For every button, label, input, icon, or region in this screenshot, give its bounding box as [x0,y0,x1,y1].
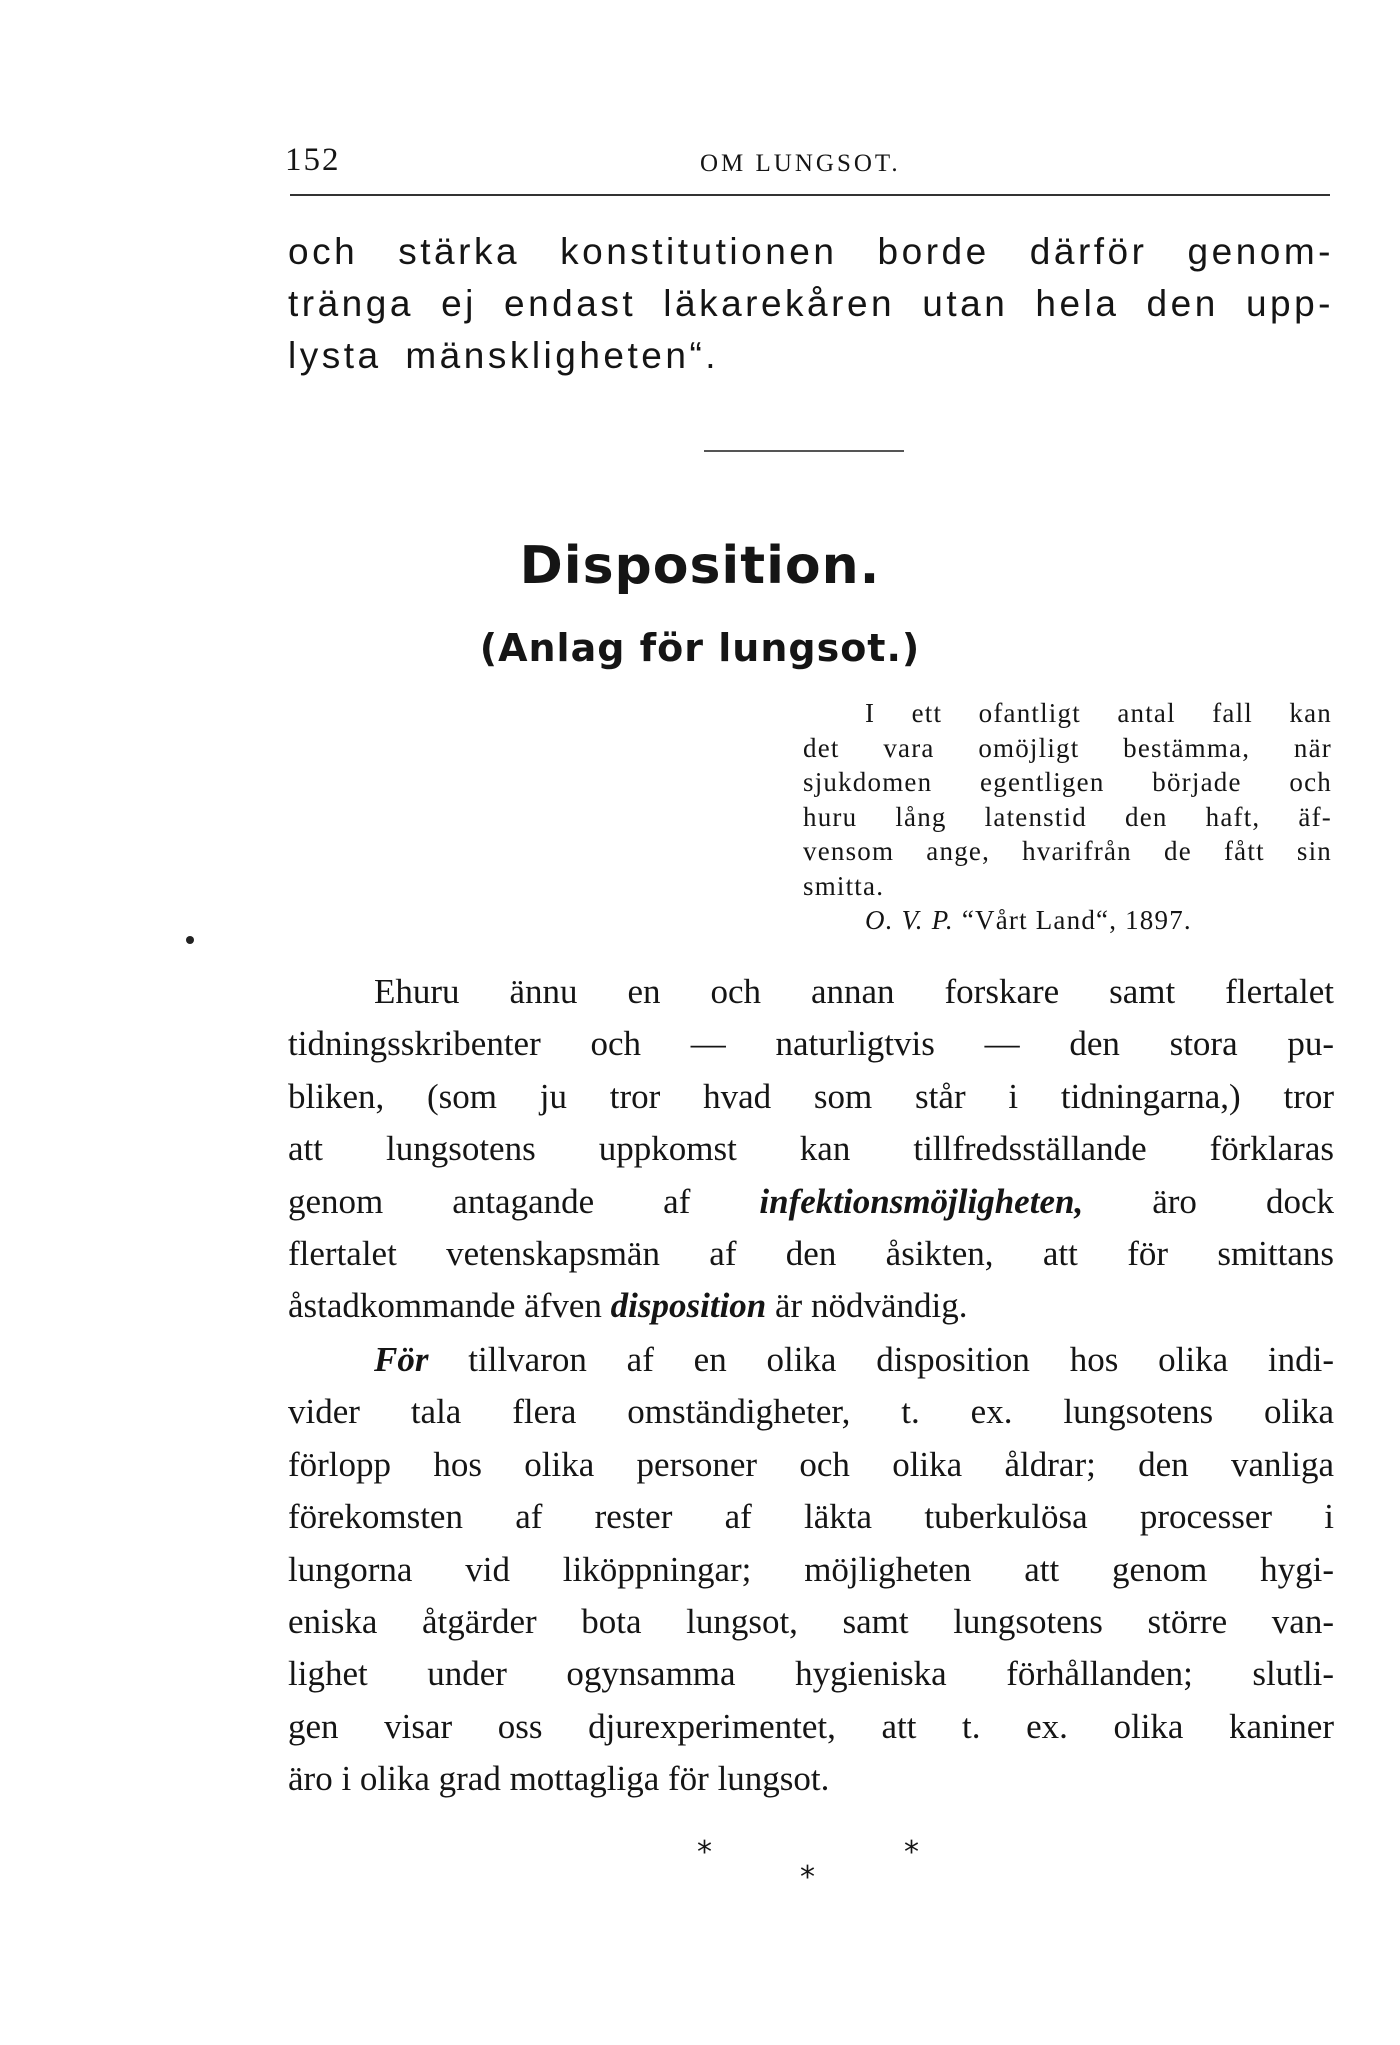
page-number: 152 [285,142,341,178]
text-segment: tillvaron af en olika disposition hos olika indi- [468,1340,1335,1379]
emphasized-term: infektionsmöjligheten, [759,1181,1084,1221]
epigraph [803,696,1332,938]
print-speck [186,936,194,944]
text-line: lungorna vid liköppningar; möjligheten att genom hygi- [288,1549,1334,1589]
text-line: eniska åtgärder bota lungsot, samt lungsotens större van- [288,1602,1334,1642]
text-line: vider tala flera omständigheter, t. ex. lungsotens olika [288,1392,1334,1432]
epigraph-line: I ett ofantligt antal fall kan [865,698,1332,728]
text-line [288,1176,1334,1228]
attribution-source: “Vårt Land“, 1897. [961,905,1192,935]
asterism-star: * [800,1860,815,1895]
section-subtitle: (Anlag för lungsot.) [479,626,921,670]
epigraph-line: vensom ange, hvarifrån de fått sin [803,836,1332,866]
epigraph-line: det vara omöjligt bestämma, när [803,732,1332,763]
text-segment: genom antagande af [288,1181,691,1221]
section-title: Disposition. [519,536,881,596]
paragraph-2 [288,1334,1334,1806]
epigraph-line: smitta. [803,870,885,901]
text-line: bliken, (som ju tror hvad som står i tidningarna,) tror [288,1076,1334,1116]
text-line: tränga ej endast läkarekåren utan hela den upp- [288,283,1334,324]
epigraph-line: sjukdomen egentligen började och [803,767,1332,797]
opening-paragraph [288,226,1334,382]
section-divider [704,450,904,452]
text-line: förlopp hos olika personer och olika åldrar; den vanliga [288,1444,1334,1484]
attribution-author: O. V. P. [865,905,954,935]
text-line: gen visar oss djurexperimentet, att t. ex. olika kaniner [288,1706,1334,1746]
emphasized-term: disposition [610,1286,767,1326]
header-rule [290,194,1330,196]
text-segment: är nödvändig. [775,1286,968,1326]
text-line: lighet under ogynsamma hygieniska förhållanden; slutli- [288,1654,1334,1694]
text-line [288,1280,1334,1332]
asterism-star: * [904,1835,919,1870]
text-line: Ehuru ännu en och annan forskare samt flertalet [374,972,1334,1011]
epigraph-line: huru lång latenstid den haft, äf- [803,801,1332,832]
text-segment: åstadkommande äfven [288,1286,602,1326]
text-line: att lungsotens uppkomst kan tillfredsställande förklaras [288,1129,1334,1169]
text-segment: äro dock [1152,1181,1334,1221]
epigraph-attribution [803,903,1332,938]
paragraph-1 [288,966,1334,1333]
text-line: och stärka konstitutionen borde därför genom- [288,231,1334,272]
asterism-star: * [697,1835,712,1870]
running-title: OM LUNGSOT. [700,150,901,177]
text-line: tidningsskribenter och — naturligtvis — den stora pu- [288,1024,1334,1064]
text-line: flertalet vetenskapsmän af den åsikten, att för smittans [288,1234,1334,1274]
emphasized-term: För [374,1340,429,1379]
text-line [288,1334,1334,1386]
text-line: äro i olika grad mottagliga för lungsot. [288,1759,830,1799]
text-line: förekomsten af rester af läkta tuberkulösa processer i [288,1497,1334,1537]
text-line: lysta mänskligheten“. [288,335,720,376]
